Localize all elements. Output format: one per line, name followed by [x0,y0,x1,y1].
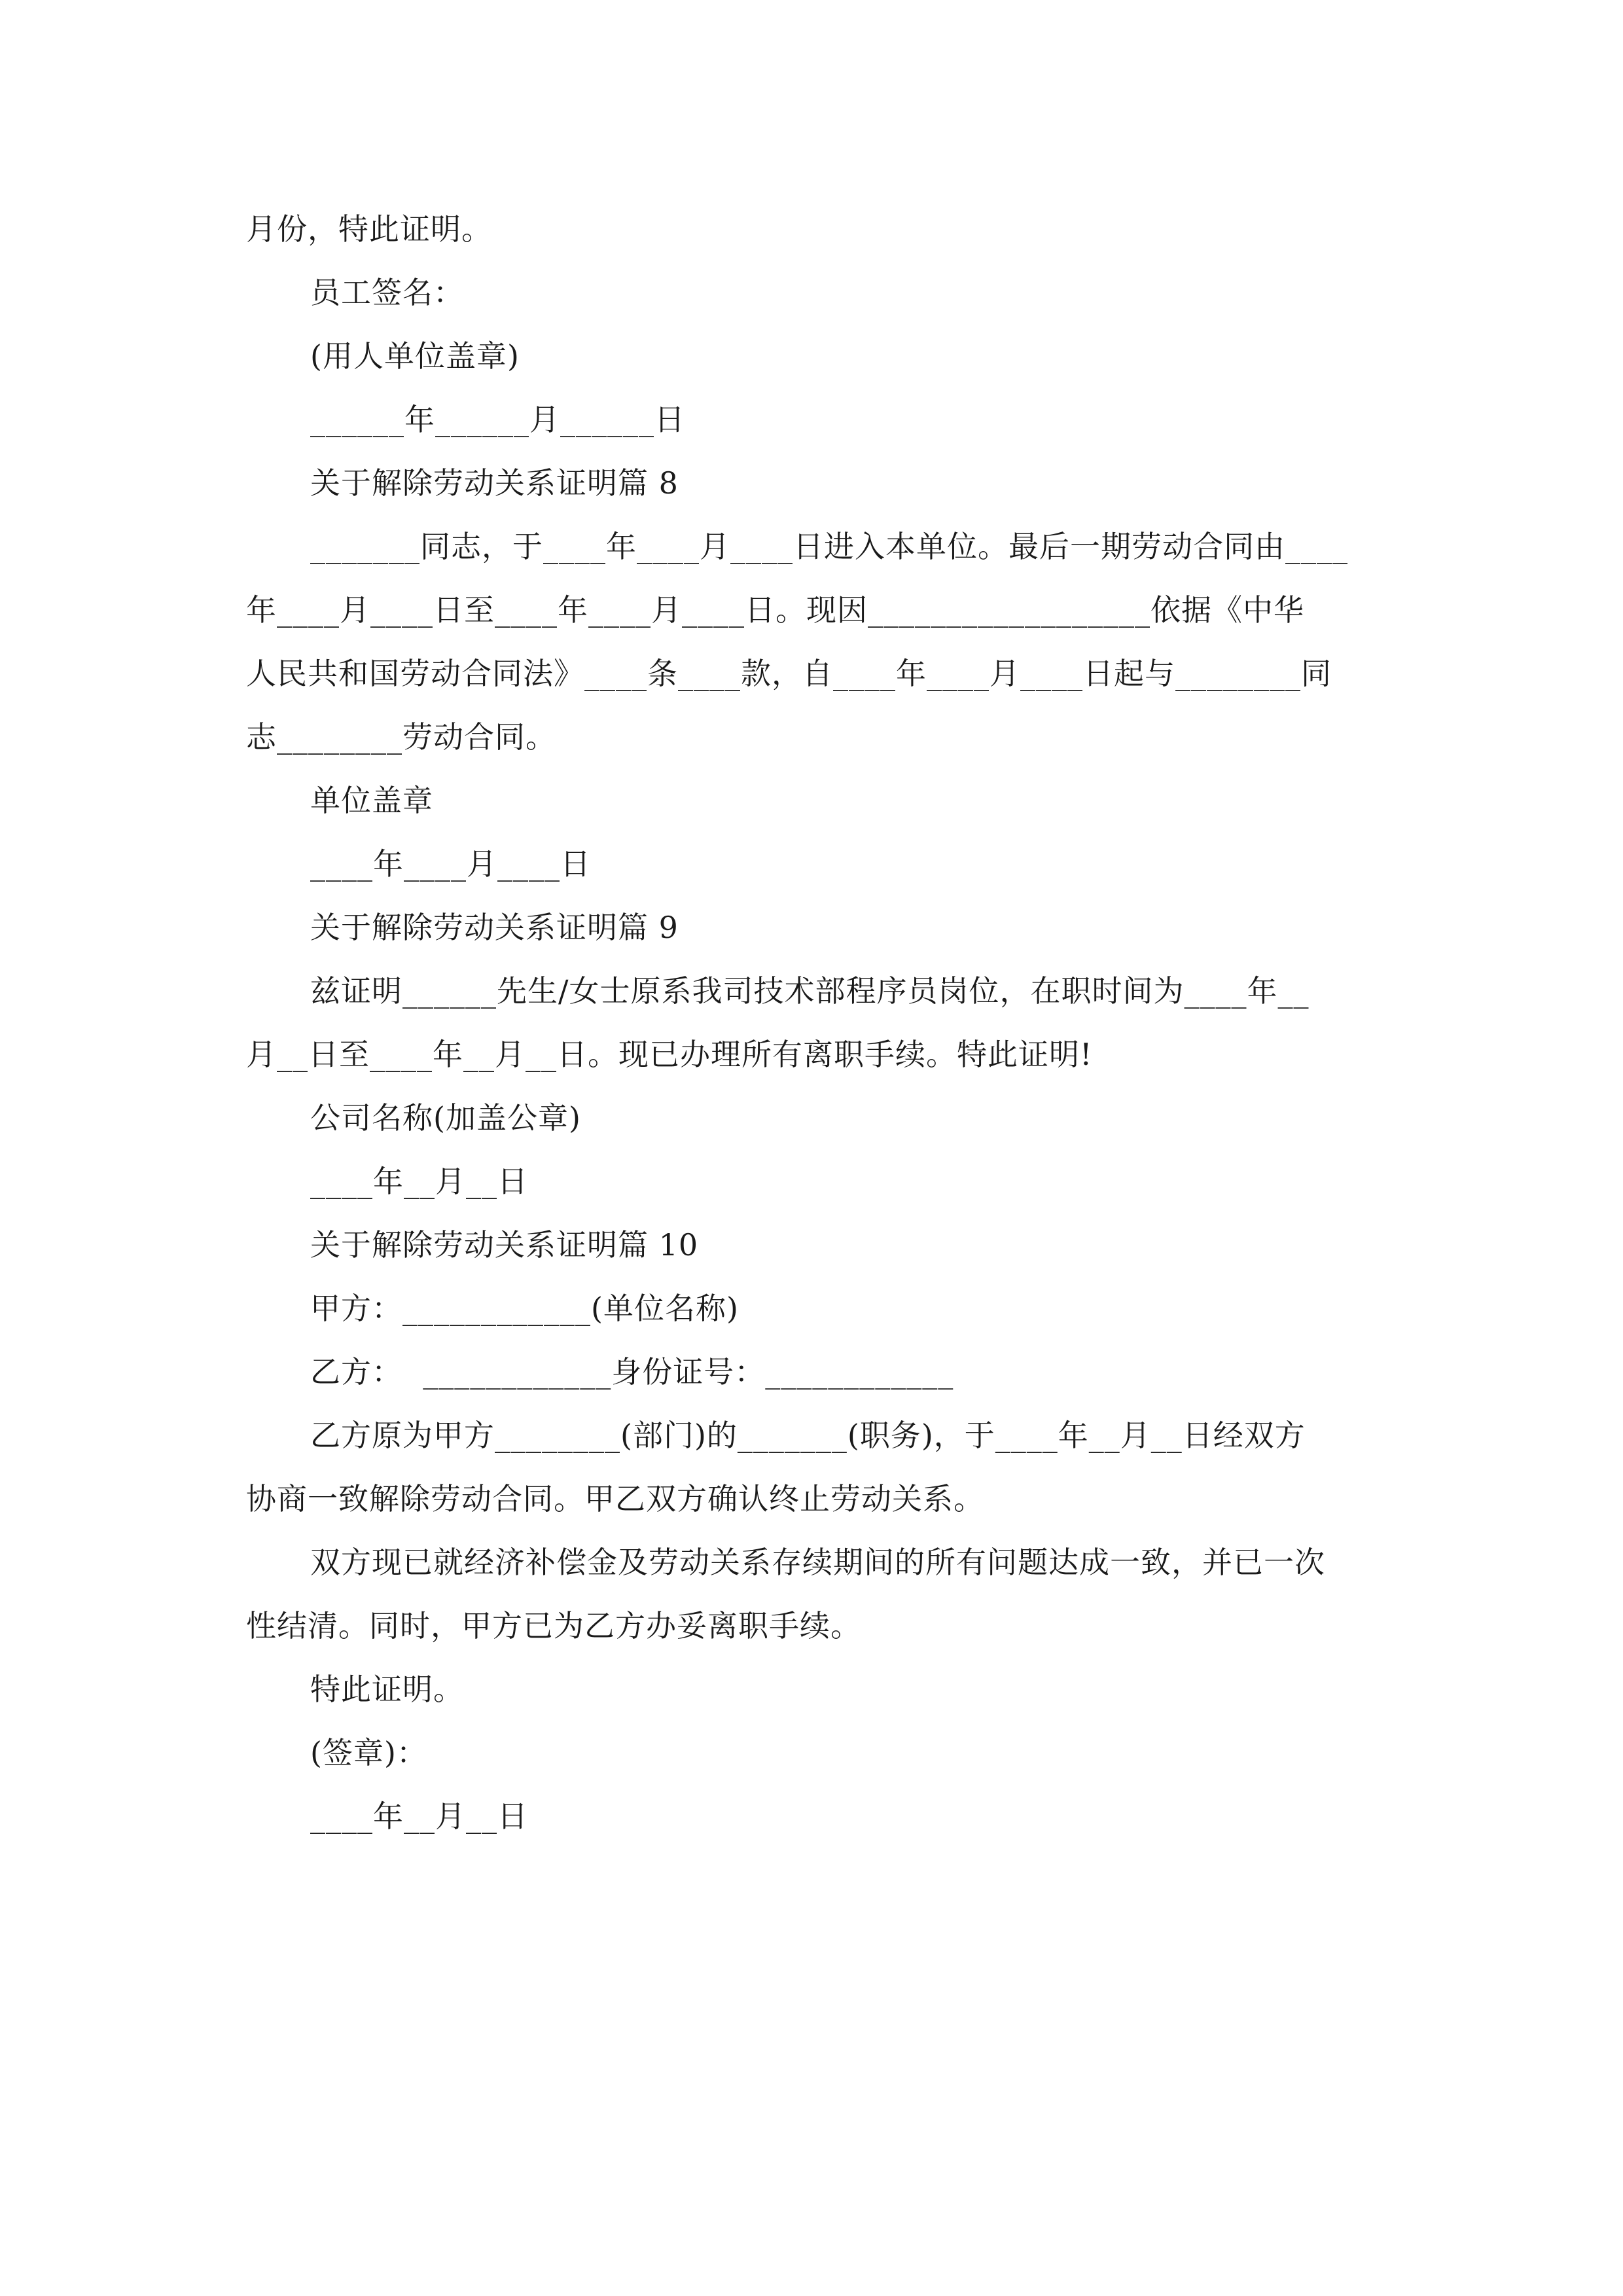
section-heading-10: 关于解除劳动关系证明篇 10 [310,1227,699,1263]
company-name-label: 公司名称(加盖公章) [310,1100,581,1136]
paragraph-line: 双方现已就经济补偿金及劳动关系存续期间的所有问题达成一致，并已一次 [310,1545,1325,1580]
employer-seal-label: (用人单位盖章) [310,338,520,374]
unit-seal-label: 单位盖章 [310,783,433,818]
party-b-line: 乙方： ____________身份证号：____________ [310,1354,954,1390]
date-line: ____年____月____日 [310,846,591,882]
paragraph-line: 协商一致解除劳动合同。甲乙双方确认终止劳动关系。 [246,1481,984,1516]
signature-seal-label: (签章)： [310,1735,427,1770]
paragraph-line: 志________劳动合同。 [246,719,556,755]
paragraph-line: 月__日至____年__月__日。现已办理所有离职手续。特此证明! [246,1037,1093,1072]
text-line-continuation: 月份，特此证明。 [246,211,492,247]
paragraph-line: 乙方原为甲方________(部门)的_______(职务)，于____年__月__日经双方 [310,1418,1306,1453]
paragraph-line: 年____月____日至____年____月____日。现因__________________依据《中华 [246,592,1304,628]
section-heading-9: 关于解除劳动关系证明篇 9 [310,910,679,945]
paragraph-line: 兹证明______先生/女士原系我司技术部程序员岗位，在职时间为____年__ [310,973,1310,1009]
party-a-line: 甲方：____________(单位名称) [310,1291,739,1326]
employee-signature-label: 员工签名： [310,275,464,310]
date-line: ______年______月______日 [310,402,685,437]
section-heading-8: 关于解除劳动关系证明篇 8 [310,465,679,501]
date-line: ____年__月__日 [310,1799,528,1834]
paragraph-line: 性结清。同时，甲方已为乙方办妥离职手续。 [246,1608,861,1643]
certification-text: 特此证明。 [310,1672,464,1707]
date-line: ____年__月__日 [310,1164,528,1199]
paragraph-line: 人民共和国劳动合同法》____条____款，自____年____月____日起与________同 [246,656,1332,691]
paragraph-line: _______同志，于____年____月____日进入本单位。最后一期劳动合同由____ [310,529,1348,564]
